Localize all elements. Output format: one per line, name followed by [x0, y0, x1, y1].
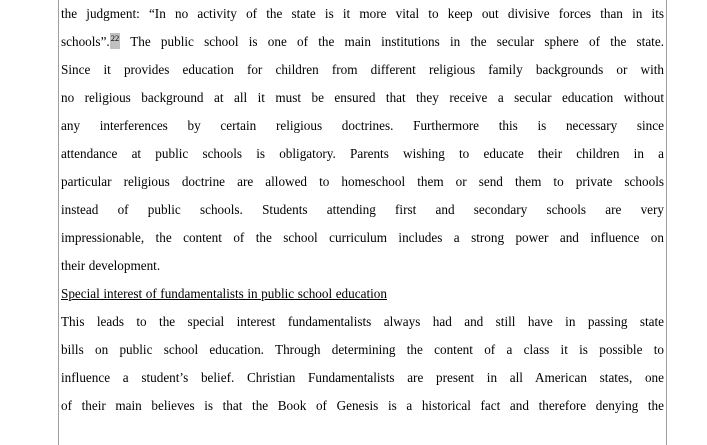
- section-heading-line: [61, 280, 664, 308]
- body-text-line: [61, 392, 664, 420]
- body-text-line: [61, 196, 664, 224]
- text-segment: particular religious doctrine are allowed to homeschool them or send them to private schools: [61, 174, 664, 189]
- body-text-line: [61, 56, 664, 84]
- text-segment: attendance at public schools is obligatory. Parents wishing to educate their children in a: [61, 146, 664, 161]
- body-text-line: [61, 308, 664, 336]
- text-segment: their development.: [61, 258, 161, 273]
- footnote-reference-marker[interactable]: 22: [110, 33, 121, 49]
- text-segment: no religious background at all it must be ensured that they receive a secular education without: [61, 90, 664, 105]
- text-segment: of their main believes is that the Book of Genesis is a historical fact and therefore denying the: [61, 398, 664, 413]
- body-text-line: [61, 84, 664, 112]
- body-text-line: [61, 364, 664, 392]
- text-segment: schools”.: [61, 34, 110, 49]
- text-segment: Special interest of fundamentalists in public school education: [61, 286, 387, 301]
- text-segment: The public school is one of the main institutions in the secular sphere of the state.: [120, 34, 664, 49]
- text-segment: the judgment: “In no activity of the state is it more vital to keep out divisive forces than in its: [61, 6, 664, 21]
- body-text-line: [61, 112, 664, 140]
- text-segment: bills on public school education. Through determining the content of a class it is possible to: [61, 342, 664, 357]
- body-text-line: [61, 140, 664, 168]
- text-segment: This leads to the special interest fundamentalists always had and still have in passing state: [61, 314, 664, 329]
- document-text-area[interactable]: [58, 0, 667, 445]
- text-segment: influence a student’s belief. Christian Fundamentalists are present in all American states, one: [61, 370, 664, 385]
- body-text-line: [61, 336, 664, 364]
- text-segment: Since it provides education for children from different religious family backgrounds or with: [61, 62, 664, 77]
- body-text-line: [61, 252, 664, 280]
- body-text-line: [61, 28, 664, 56]
- text-segment: instead of public schools. Students attending first and secondary schools are very: [61, 202, 664, 217]
- text-segment: any interferences by certain religious doctrines. Furthermore this is necessary since: [61, 118, 664, 133]
- body-text-line: [61, 168, 664, 196]
- body-text-line: [61, 224, 664, 252]
- body-text-line: [61, 0, 664, 28]
- text-segment: impressionable, the content of the school curriculum includes a strong power and influence on: [61, 230, 664, 245]
